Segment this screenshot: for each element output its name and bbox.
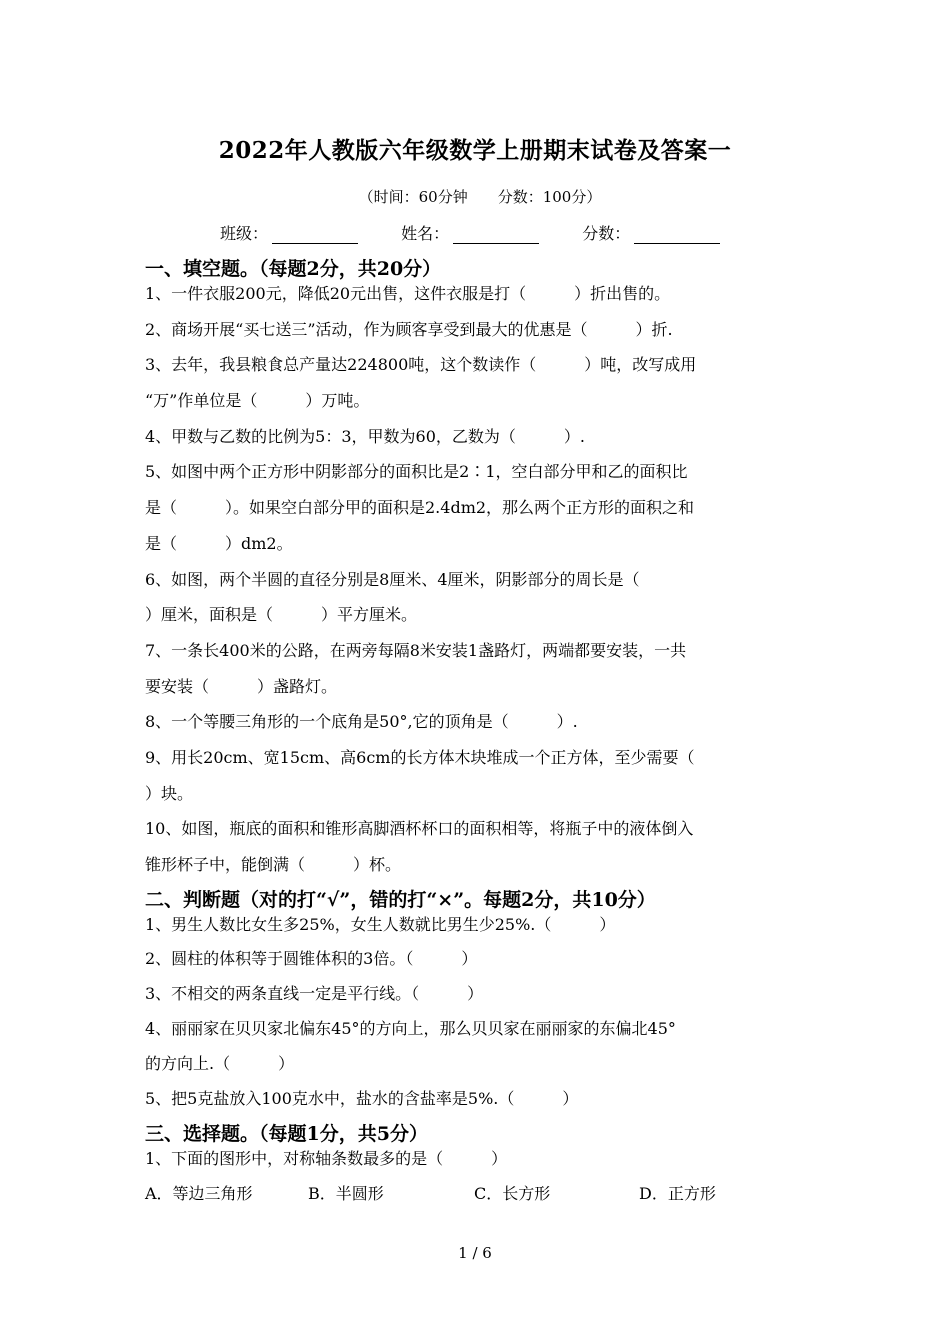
question-line: 5、把5克盐放入100克水中，盐水的含盐率是5%.（ ）	[145, 1089, 579, 1108]
section-heading-fill-in: 一、填空题。（每题2分，共20分）	[145, 258, 442, 280]
question-line: 4、甲数与乙数的比例为5：3，甲数为60，乙数为（ ）.	[145, 427, 585, 446]
question-line: 2、商场开展“买七送三”活动，作为顾客享受到最大的优惠是（ ）折.	[145, 320, 673, 339]
question-line: 9、用长20cm、宽15cm、高6cm的长方体木块堆成一个正方体，至少需要（	[145, 748, 695, 767]
question-line: 要安装（ ）盏路灯。	[145, 677, 338, 696]
option-d[interactable]: D．正方形	[639, 1184, 716, 1203]
option-a[interactable]: A．等边三角形	[145, 1184, 253, 1203]
exam-time: （时间：60分钟	[358, 188, 468, 206]
section-heading-true-false: 二、判断题（对的打“√”，错的打“×”。每题2分，共10分）	[145, 889, 656, 911]
name-blank[interactable]	[453, 227, 539, 244]
question-line: 5、如图中两个正方形中阴影部分的面积比是2∶1，空白部分甲和乙的面积比	[145, 462, 688, 481]
score-label: 分数：	[582, 224, 631, 243]
question-line: 10、如图，瓶底的面积和锥形高脚酒杯杯口的面积相等，将瓶子中的液体倒入	[145, 819, 694, 838]
question-line: 是（ ）。如果空白部分甲的面积是2.4dm2，那么两个正方形的面积之和	[145, 498, 695, 517]
option-b[interactable]: B．半圆形	[308, 1184, 384, 1203]
question-line: “万”作单位是（ ）万吨。	[145, 391, 370, 410]
question-line: 1、男生人数比女生多25%，女生人数就比男生少25%.（ ）	[145, 915, 616, 934]
exam-title: 2022年人教版六年级数学上册期末试卷及答案一	[218, 137, 732, 164]
page-number: 1 / 6	[458, 1244, 492, 1262]
score-blank[interactable]	[634, 227, 720, 244]
name-label: 姓名：	[401, 224, 450, 243]
question-line: ）厘米，面积是（ ）平方厘米。	[145, 605, 418, 624]
question-line: 4、丽丽家在贝贝家北偏东45°的方向上，那么贝贝家在丽丽家的东偏北45°	[145, 1019, 676, 1038]
option-c[interactable]: C．长方形	[474, 1184, 551, 1203]
class-field[interactable]	[220, 221, 358, 244]
question-line: 8、一个等腰三角形的一个底角是50°,它的顶角是（ ）.	[145, 712, 578, 731]
section-heading-multiple-choice: 三、选择题。（每题1分，共5分）	[145, 1123, 428, 1145]
question-line: 7、一条长400米的公路，在两旁每隔8米安装1盏路灯，两端都要安装，一共	[145, 641, 687, 660]
question-line: 6、如图，两个半圆的直径分别是8厘米、4厘米，阴影部分的周长是（	[145, 570, 640, 589]
question-line: 的方向上.（ ）	[145, 1054, 295, 1073]
question-line: 3、不相交的两条直线一定是平行线。（ ）	[145, 984, 484, 1003]
question-line: 2、圆柱的体积等于圆锥体积的3倍。（ ）	[145, 949, 478, 968]
question-line: 1、下面的图形中，对称轴条数最多的是（ ）	[145, 1149, 508, 1168]
exam-meta	[0, 186, 950, 207]
class-label: 班级：	[220, 224, 269, 243]
name-field[interactable]	[401, 221, 539, 244]
student-info-row	[220, 221, 758, 244]
score-field[interactable]	[582, 221, 720, 244]
question-line: ）块。	[145, 784, 194, 803]
exam-total-score: 分数：100分）	[497, 188, 602, 206]
class-blank[interactable]	[272, 227, 358, 244]
question-line: 1、一件衣服200元，降低20元出售，这件衣服是打（ ）折出售的。	[145, 284, 671, 303]
question-line: 3、去年，我县粮食总产量达224800吨，这个数读作（ ）吨，改写成用	[145, 355, 697, 374]
question-line: 锥形杯子中，能倒满（ ）杯。	[145, 855, 402, 874]
choice-options	[145, 1181, 716, 1204]
question-line: 是（ ）dm2。	[145, 534, 293, 553]
